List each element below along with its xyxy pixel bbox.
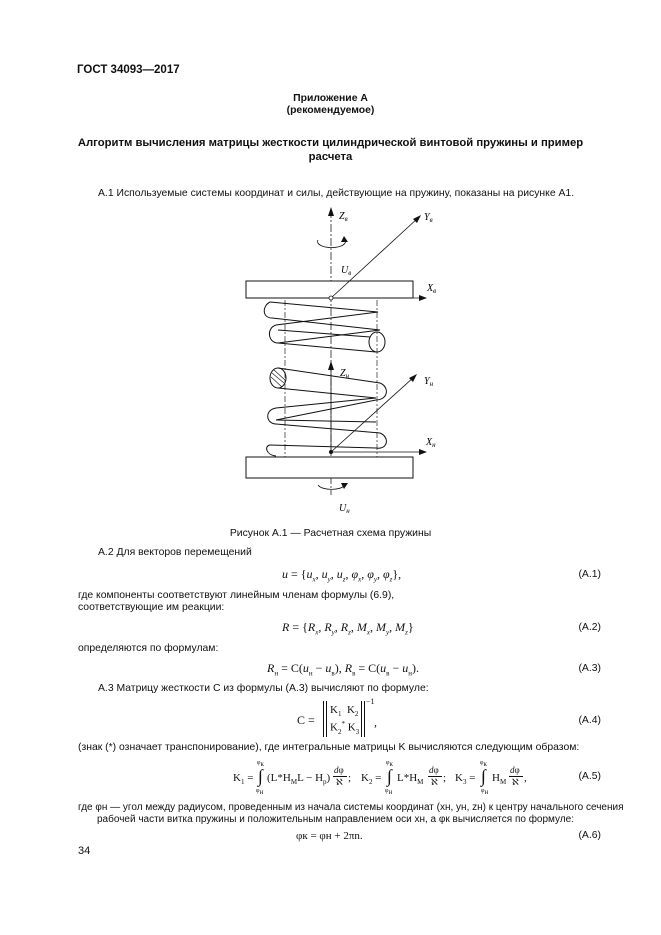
- equation-a5-k3: $\varphi_н$ $H_M$ dφ ℵ ,: [481, 765, 527, 797]
- phi-line1: где φн — угол между радиусом, проведенным из начала системы координат (xн, yн, zн) к центру начального сечения: [78, 802, 624, 813]
- y-bot-label: $Y_н$: [424, 376, 434, 388]
- appendix-subtitle: (рекомендуемое): [286, 105, 375, 116]
- y-top-label: $Y_в$: [424, 212, 433, 224]
- standard-header: ГОСТ 34093—2017: [77, 64, 180, 76]
- equation-a5: $K_1$ = $\varphi_к$ ∫ $\varphi_н$ $(L*H_ML - H_p)$ dφ ℵ ; $K_2$ = $\varphi_к$ ∫ $\varphi_н$ $L*H_M$ dφ ℵ ; $K_3$ = $\varphi_к$ ∫: [233, 760, 487, 797]
- equation-a2-number: (А.2): [578, 622, 601, 633]
- where-line1: где компоненты соответствуют линейным членам формулы (6.9),: [78, 590, 395, 601]
- where-line2: соответствующие им реакции:: [78, 602, 225, 613]
- u-bot-label: $U_н$: [339, 503, 350, 515]
- section-title-line2: расчета: [308, 151, 353, 163]
- equation-a3: $R_н = C(u_н - u_в)$, $R_в = C(u_в - u_н)$.: [267, 661, 419, 678]
- z-top-label: $Z_в$: [339, 211, 348, 223]
- equation-a2: $R = \{R_x$, $R_y$, $R_z$, $M_x$, $M_y$, $M_z$}: [282, 620, 414, 637]
- paragraph-a3: А.3 Матрицу жесткости С из формулы (А.3) вычисляют по формуле:: [98, 683, 429, 694]
- equation-a1: $u = \{u_x$, $u_y$, $u_z$, $\varphi_x$, $\varphi_y$, $\varphi_z$},: [282, 567, 402, 584]
- equation-a6-number: (А.6): [578, 830, 601, 841]
- u-top-label: $U_в$: [341, 265, 352, 277]
- page-number: 34: [78, 845, 91, 857]
- phi-line2: рабочей части витка пружины и положительным направлением оси xн, а φк вычисляется по формуле:: [97, 814, 574, 825]
- equation-a1-number: (А.1): [578, 569, 601, 580]
- figure-caption: Рисунок А.1 — Расчетная схема пружины: [229, 528, 432, 539]
- determined-text: определяются по формулам:: [78, 643, 219, 654]
- spring-diagram: [225, 200, 465, 520]
- z-bot-label: $Z_н$: [340, 368, 350, 380]
- x-bot-label: $X_н$: [426, 437, 436, 449]
- paragraph-a1: А.1 Используемые системы координат и силы, действующие на пружину, показаны на рисунке А1.: [98, 188, 575, 199]
- equation-a6: φк = φн + 2πn.: [296, 830, 363, 842]
- section-title-line1: Алгоритм вычисления матрицы жесткости цилиндрической винтовой пружины и пример: [77, 137, 584, 149]
- equation-a3-number: (А.3): [578, 663, 601, 674]
- equation-a5-number: (А.5): [578, 771, 601, 782]
- appendix-title: Приложение А: [293, 93, 368, 104]
- paragraph-a2: А.2 Для векторов перемещений: [98, 547, 252, 558]
- equation-a4-number: (А.4): [578, 715, 601, 726]
- x-top-label: $X_в$: [427, 283, 437, 295]
- equation-a4: C = $K_1$ $K_2$ $K_2^*$ $K_3$ −1 ,: [297, 697, 377, 736]
- transpose-text: (знак (*) означает транспонирование), где интегральные матрицы K вычисляются следующим образом:: [78, 742, 580, 753]
